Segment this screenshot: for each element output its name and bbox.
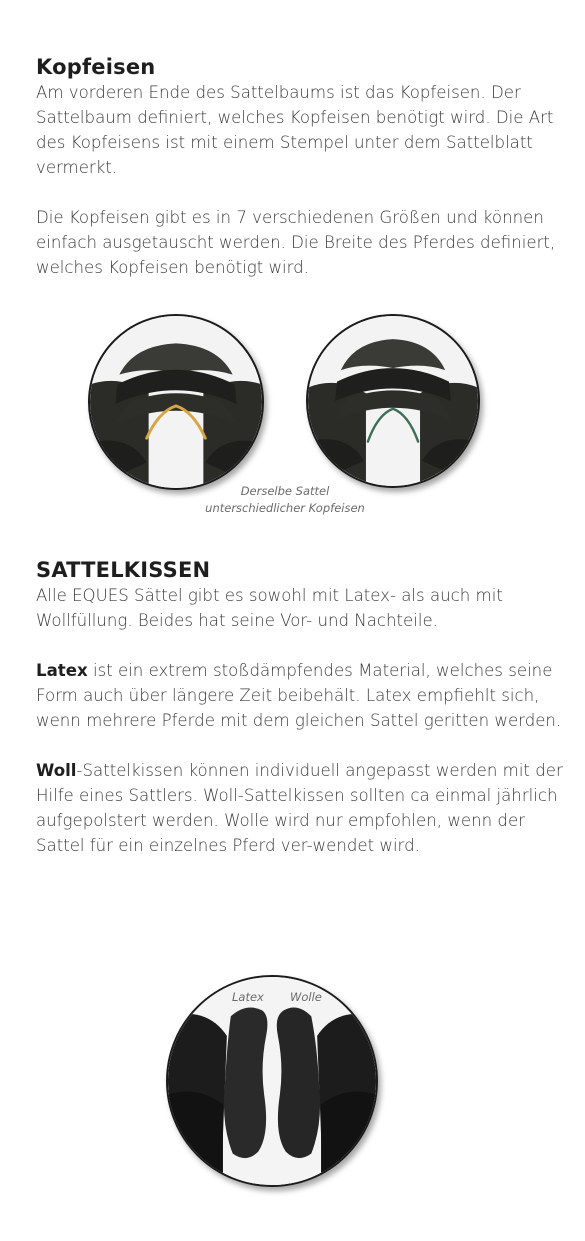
sattelkissen-figure — [166, 975, 382, 1191]
saddle-panels-image — [166, 975, 378, 1187]
kopfeisen-paragraph-2: Die Kopfeisen gibt es in 7 verschiedenen Größen und können einfach ausgetauscht werden. Die Breite des Pferdes definiert, welches Kopfeisen benötigt wird. — [36, 208, 556, 277]
label-latex: Latex — [232, 990, 264, 1004]
saddle-image-wide-gullet — [88, 314, 264, 490]
sattelkissen-section — [36, 557, 564, 858]
woll-term: Woll — [36, 761, 77, 780]
kopfeisen-paragraph-1: Am vorderen Ende des Sattelbaums ist das Kopfeisen. Der Sattelbaum definiert, welches Kopfeisen benötigt wird. Die Art des Kopfeisens ist mit einem Stempel unter dem Sattelblatt vermerkt. — [36, 83, 554, 177]
caption-line-1: Derselbe Sattel — [240, 484, 330, 498]
kopfeisen-figure — [80, 300, 500, 520]
kopfeisen-heading: Kopfeisen — [36, 55, 156, 79]
saddle-image-narrow-gullet — [306, 314, 480, 488]
sattelkissen-paragraph-1: Alle EQUES Sättel gibt es sowohl mit Latex- als auch mit Wollfüllung. Beides hat seine Vor- und Nachteile. — [36, 586, 503, 630]
sattelkissen-paragraph-wolle — [36, 758, 564, 858]
caption-line-2: unterschiedlicher Kopfeisen — [205, 501, 365, 515]
kopfeisen-caption — [180, 483, 390, 517]
sattelkissen-paragraph-latex — [36, 658, 564, 733]
latex-term: Latex — [36, 661, 88, 680]
latex-description: ist ein extrem stoßdämpfendes Material, welches seine Form auch über längere Zeit beibehält. Latex empfiehlt sich, wenn mehrere Pferde mit dem gleichen Sattel geritten werden. — [36, 661, 562, 730]
woll-description: -Sattelkissen können individuell angepasst werden mit der Hilfe eines Sattlers. Woll-Sattelkissen sollten ca einmal jährlich aufgepolstert werden. Wolle wird nur empfohlen, wenn der Sattel für ein einzelnes Pferd ver-wendet wird. — [36, 761, 563, 855]
kopfeisen-section — [36, 54, 564, 280]
label-wolle: Wolle — [290, 990, 322, 1004]
sattelkissen-heading: SATTELKISSEN — [36, 558, 211, 582]
